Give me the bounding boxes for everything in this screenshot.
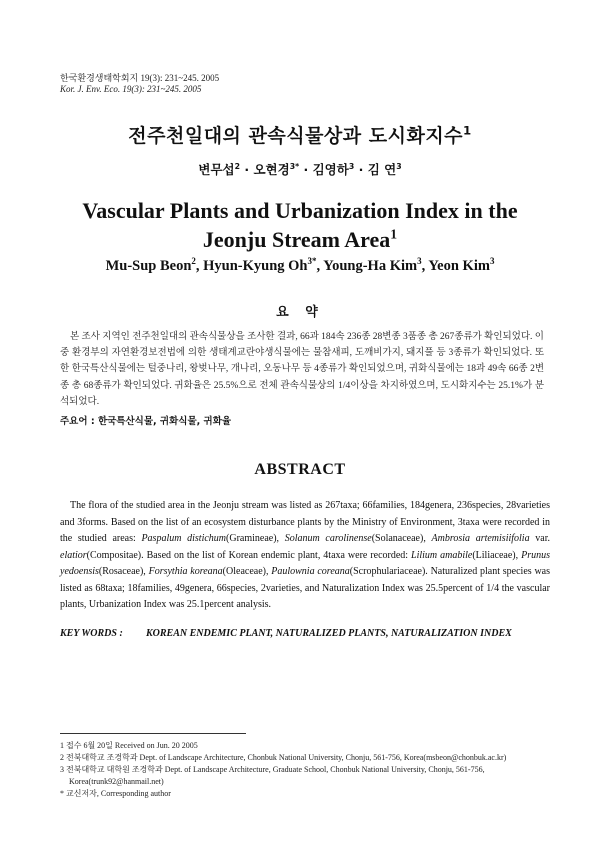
species-name: Paspalum distichum <box>141 533 227 544</box>
footnote-2: 2 전북대학교 조경학과 Dept. of Landscape Architecture, Chonbuk National University, Chonju, 561-756, Korea(msbeon@chonbuk.ac.kr) <box>60 753 507 762</box>
species-name: Paulownia coreana <box>271 566 350 577</box>
title-korean <box>50 121 550 148</box>
author-en-3: Young-Ha Kim <box>323 258 418 274</box>
author-separator: · <box>240 162 254 177</box>
species-name: Lilium amabile <box>411 549 473 561</box>
korean-keywords-values: 한국특산식물, 귀화식물, 귀화율 <box>97 416 232 427</box>
abstract-text: (Oleaceae), <box>222 566 272 577</box>
title-english-footnote-mark: 1 <box>390 226 398 242</box>
author-kr-3: 김영하 <box>312 162 349 177</box>
title-korean-text: 전주천일대의 관속식물상과 도시화지수 <box>128 125 464 147</box>
title-english-line2-wrap <box>50 225 550 254</box>
species-name: Ambrosia artemisiifolia <box>431 533 530 544</box>
abstract-text: (Scrophulariaceae). Naturalized plant species was listed as 68taxa; 18families, 49genera, 66species, 2varieties, and Naturalization Index was 25.5percent of 1/4 the vascular plants, Urbanization Index was 25.1percent analysis. <box>60 566 550 610</box>
species-name: Solanum carolinense <box>284 533 372 544</box>
footnotes <box>60 740 550 800</box>
species-name: elatior <box>60 549 87 561</box>
english-keywords-label: KEY WORDS : <box>60 628 123 639</box>
title-korean-footnote-mark: 1 <box>463 123 472 138</box>
author-kr-4: 김 연 <box>367 162 397 177</box>
author-kr-1: 변무섭 <box>198 162 235 177</box>
author-en-3-affil: 3 <box>417 256 422 267</box>
author-en-4: Yeon Kim <box>428 258 490 274</box>
author-separator: · <box>354 162 368 177</box>
english-keywords <box>60 627 550 641</box>
footnote-1: 1 접수 6월 20일 Received on Jun. 20 2005 <box>60 741 198 750</box>
author-kr-3-affil: 3 <box>348 161 355 171</box>
footnote-divider <box>60 733 246 734</box>
journal-header <box>60 73 219 95</box>
title-english-line2: Jeonju Stream Area <box>202 227 391 252</box>
author-en-2: Hyun-Kyung Oh <box>203 258 308 274</box>
species-name: Prunus yedoensis <box>60 549 551 577</box>
footnote-corresponding: * 교신저자, Corresponding author <box>60 789 171 798</box>
author-en-1: Mu-Sup Beon <box>105 258 192 274</box>
species-name: Forsythia koreana <box>148 566 223 577</box>
author-en-2-affil: 3* <box>307 256 317 267</box>
author-en-4-affil: 3 <box>489 256 495 267</box>
author-separator: · <box>299 162 313 177</box>
authors-english <box>50 258 550 275</box>
abstract-text: (Solanaceae), <box>371 533 432 544</box>
author-kr-4-affil: 3 <box>396 161 402 171</box>
english-abstract <box>60 498 550 614</box>
journal-citation-kr: 한국환경생태학회지 19(3): 231~245. 2005 <box>60 73 220 83</box>
abstract-text: var. <box>529 533 550 544</box>
title-english-line1: Vascular Plants and Urbanization Index in the <box>82 198 518 223</box>
abstract-text: (Rosaceae), <box>98 566 149 577</box>
author-separator: , <box>421 258 429 274</box>
korean-abstract: 본 조사 지역인 전주천일대의 관속식물상을 조사한 결과, 66과 184속 236종 28변종 3품종 총 267종류가 확인되었다. 이중 환경부의 자연환경보전법에 의한 생태계교란야생식물에는 물참새피, 도깨비가지, 돼지풀 등 3종류가 확인되었다. 또한 한국특산식물에는 털중나리, 왕벚나무, 개나리, 오동나무 등 4종류가 확인되었으며, 귀화식물에는 18과 49속 66종 2변종 총 68종류가 확인되었다. 귀화율은 25.5%으로 전체 관속식물상의 1/4이상을 차지하였으며, 도시화지수는 25.1%가 분석되었다. <box>60 332 544 407</box>
author-en-1-affil: 2 <box>191 256 196 267</box>
author-separator: , <box>316 258 324 274</box>
korean-abstract-heading: 요 약 <box>276 305 324 320</box>
author-separator: , <box>195 258 204 274</box>
abstract-heading: ABSTRACT <box>254 461 346 478</box>
korean-keywords-label: 주요어 : <box>60 416 95 427</box>
title-english <box>50 196 550 254</box>
abstract-text: (Liliaceae), <box>472 549 522 561</box>
english-keywords-values: KOREAN ENDEMIC PLANT, NATURALIZED PLANTS, NATURALIZATION INDEX <box>146 628 512 639</box>
abstract-text: The flora of the studied area in the Jeonju stream was listed as 267taxa; 66families, 184genera, 236species, 28varieties and 3forms. Based on the list of an ecosystem disturbance plants by the Ministry of Environment, 3taxa were recorded in the studied areas: <box>60 500 550 544</box>
author-kr-1-affil: 2 <box>234 161 241 171</box>
journal-citation-en: Kor. J. Env. Eco. 19(3): 231~245. 2005 <box>60 84 202 94</box>
footnote-3: 3 전북대학교 대학원 조경학과 Dept. of Landscape Architecture, Graduate School, Chonbuk National University, Chonju, 561-756, Korea(trunk92@hanmail.net) <box>60 765 485 786</box>
author-kr-2-affil: 3* <box>289 161 300 171</box>
abstract-text: (Gramineae), <box>226 533 285 544</box>
korean-keywords <box>60 413 231 427</box>
author-kr-2: 오현경 <box>253 162 290 177</box>
abstract-text: (Compositae). Based on the list of Korean endemic plant, 4taxa were recorded: <box>86 549 412 561</box>
authors-korean <box>50 160 550 178</box>
